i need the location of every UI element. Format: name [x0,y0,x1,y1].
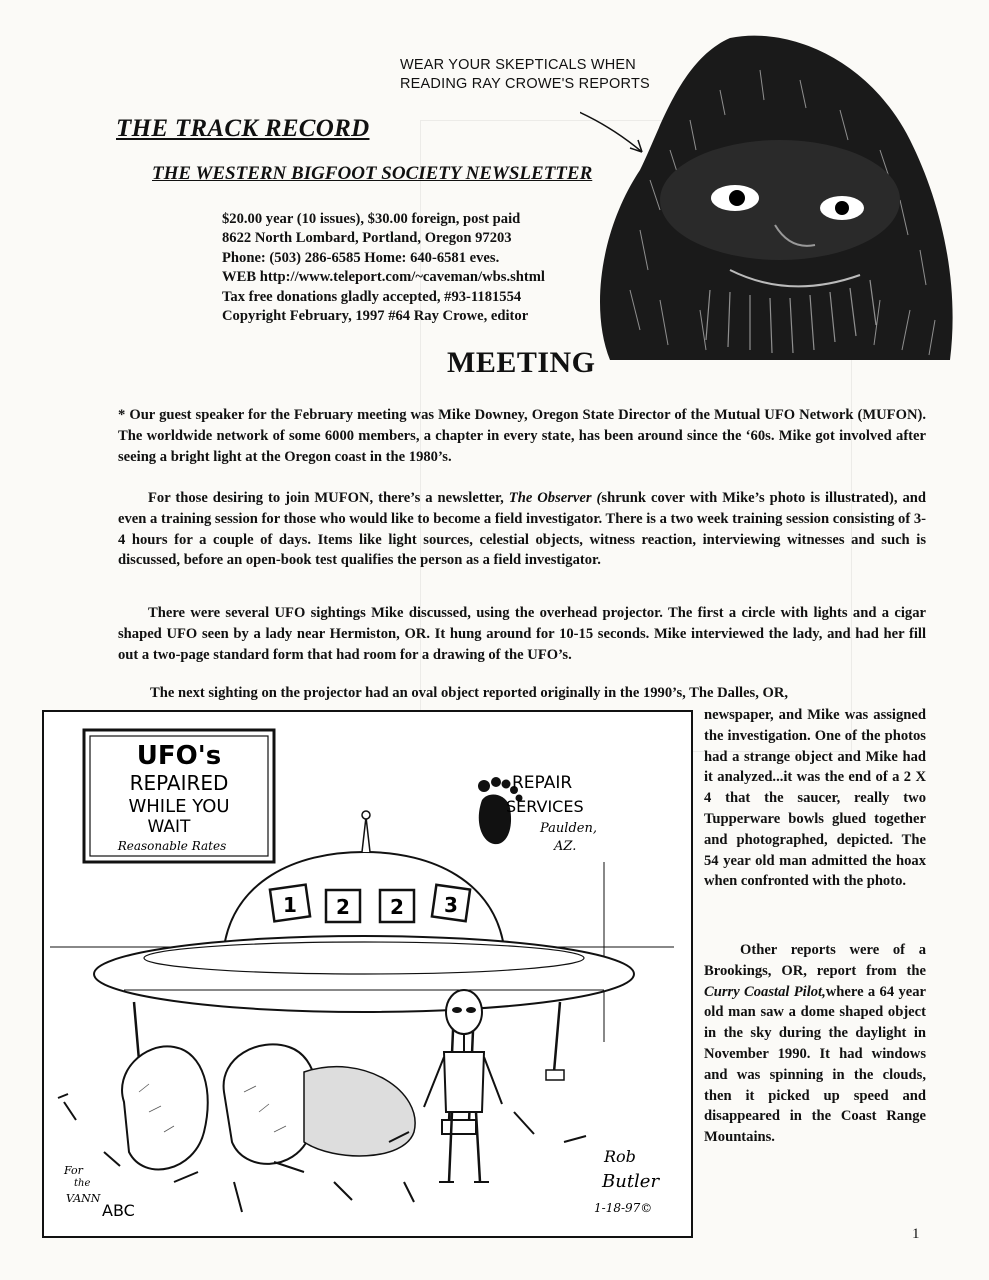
cartoon-drawing [44,712,690,1235]
phone-line: Phone: (503) 286-6585 Home: 640-6581 eves. [222,249,500,266]
repair-line3: Paulden, [540,821,597,836]
page-number: 1 [912,1226,920,1242]
bigfoot-head-illustration [580,30,980,390]
masthead-subtitle: THE WESTERN BIGFOOT SOCIETY NEWSLETTER [152,163,593,184]
paragraph-dalles-sighting-cont: newspaper, and Mike was assigned the investigation. One of the photos had a strange object and Mike had it analyzed...it was the end of a 2 X 4 that the saucer, really two Tupperware bowls glued together and photographed, depicted. The 54 year old man admitted the hoax when confronted with the photo. [704,707,926,890]
subscription-info [222,210,545,326]
para2-text-b: shrunk cover with Mike’s photo is illustrated), and even a training session for those who would like to become a field investigator. There is a two week training session consisting of 3-4 hours for a couple of days. Items like light sources, celestial objects, witness reaction, interviewing witnesses and such is discussed, before an open-book test qualifies the person as a field investigator. [118,490,927,569]
signature-date: 1-18-97© [594,1201,653,1215]
para5-text-a: Other reports were of a Brookings, OR, report from the [704,942,926,979]
web-line: WEB http://www.teleport.com/~caveman/wbs.shtml [222,269,545,286]
skeptic-note-line2: READING RAY CROWE'S REPORTS [400,76,650,92]
signature-line2: Butler [602,1171,660,1192]
address-line: 8622 North Lombard, Portland, Oregon 97203 [222,230,512,247]
window-number-2: 2 [336,895,350,919]
masthead-title: THE TRACK RECORD [116,115,370,142]
ufo-repair-sign [84,730,274,862]
sign-line4: WAIT [147,817,191,837]
meeting-heading: MEETING [447,346,596,379]
repair-line2: SERVICES [506,797,584,816]
sign-line5: Reasonable Rates [117,839,227,853]
paragraph-guest-speaker: * Our guest speaker for the February meeting was Mike Downey, Oregon State Director of the Mutual UFO Network (MUFON). The worldwide network of some 6000 members, a chapter in every state, has been around since the ‘60s. Mike got involved after seeing a bright light at the Oregon coast in the 1980’s. [118,407,926,465]
copyright-line: Copyright February, 1997 #64 Ray Crowe, editor [222,308,529,325]
alien-mechanic [424,990,502,1182]
dedication-line1: For [64,1164,83,1177]
skeptic-note-line1: WEAR YOUR SKEPTICALS WHEN [400,57,636,73]
repair-line4: AZ. [554,839,577,854]
observer-title: The Observer ( [508,490,602,506]
window-number-1: 1 [283,893,297,917]
signature-line1: Rob [604,1147,636,1166]
dedication-line4: ABC [102,1201,135,1220]
arrow-line [580,108,642,152]
right-pupil [835,201,849,215]
para5-text-b: where a 64 year old man saw a dome shaped object in the sky during the daylight in November 1990. It had windows and was spinning in the clouds, then it picked up speed and disappeared in the Coast Range Mountains. [704,983,926,1146]
price-line: $20.00 year (10 issues), $30.00 foreign, post paid [222,211,521,227]
donations-line: Tax free donations gladly accepted, #93-1181554 [222,288,522,305]
left-pupil [729,190,745,206]
paragraph-dalles-sighting-lead: The next sighting on the projector had an oval object reported originally in the 1990’s, The Dalles, OR, [150,685,789,701]
sign-line1: UFO's [136,741,222,771]
curry-coastal-pilot-title: Curry Coastal Pilot, [704,983,826,1000]
paragraph-mufon-newsletter [118,488,926,571]
paragraph-brookings-report [704,940,926,1148]
ufo-repair-cartoon [42,710,693,1238]
face-area [660,140,900,260]
paragraph-hermiston-sighting: There were several UFO sightings Mike discussed, using the overhead projector. The first a circle with lights and a cigar shaped UFO seen by a lady near Hermiston, OR. It hung around for 10-15 seconds. Mike interviewed the lady, and had her fill out a two-page standard form that had room for a drawing of the UFO’s. [118,605,926,663]
window-number-3: 2 [390,895,404,919]
bigfoot-feet [122,1044,415,1169]
window-number-4: 3 [444,893,458,917]
dedication-line3: VANN [66,1192,101,1205]
sign-line2: REPAIRED [129,771,229,795]
dedication-line2: the [74,1178,91,1189]
para2-text-a: For those desiring to join MUFON, there’s a newsletter, [148,490,509,506]
repair-line1: REPAIR [512,773,573,793]
sign-line3: WHILE YOU [128,796,230,817]
